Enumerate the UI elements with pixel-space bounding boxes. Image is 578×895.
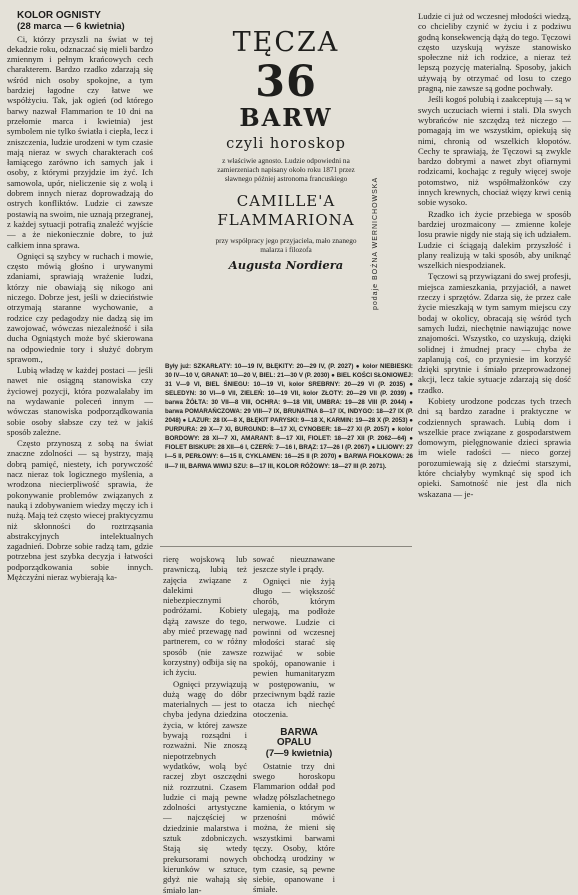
author-last-name: FLAMMARIONA	[217, 210, 355, 229]
paragraph: Ognięci są szybcy w ruchach i mowie, często mówią głośno i urywanymi zdaniami, sprawiają wrażenie ludzi, którzy nie obawiają się nikogo ani niczego. Dobrze jest, jeśli w dzieciństwie otrzymają staranne wychowanie, a rodzice czy pedagodzy nie dadzą się im zawojować, wówczas niezależność i siła ducha Ogniąstych może być skierowana na odpowiednie tory i służyć dobrym sprawom.,	[7, 250, 153, 364]
paragraph: Rzadko ich życie przebiega w sposób bardziej urozmaicony — zmienne koleje losu prawie nigdy nie stają się ich udziałem. Ludzie ci ściągają dalekim przyszłość i plany realizują w taki sposób, aby uniknąć wszelkich niespodzianek.	[418, 208, 571, 271]
intro-note: z właściwie agnosto. Ludzie odpowiedni na zamierzeniach napisany około roku 1871 przez sławnego później astronoma francuskiego	[217, 156, 355, 184]
paragraph: Często przynoszą z sobą na świat znaczne zdolności — są bystrzy, mają dobrą pamięć, niestety, ich porywczość nacz nieraz tok logicznego myślenia, a wrodzona niecierpliwość sprawia, że pokonywanie problemów związanych z nauką i zdobywaniem wiedzy męczy ich i nużą. Mają też często wiecej praktycyzmu niż skłonności do roztrząsania abstrakcyjnych intelektualnych zagadnień. Dobrze sobie radzą tam, gdzie potrzebna jest szybka decyzja i łatwości podporządkowania sobie innych. Mężczyźni nieraz wybierają ka-	[7, 438, 153, 583]
previous-colors-list: Były już: SZKARŁATY: 10—19 IV, BŁĘKITY: 20—29 IV, (P. 2027) ● kolor NIEBIESKI: 30 IV—10 V, GRANAT: 10—20 V, BIEL: 21—30 V (P. 2030) ● BIEL KOŚCI SŁONIOWEJ: 31 V—9 VI, BIEL ŚNIEGU: 10—19 VI, kolor SREBRNY: 20—29 VI (P. 2035) ● SELEDYN: 30 VI—9 VII, ZIELEŃ: 10—19 VII, kolor ZŁOTY: 20—29 VII (P. 2039) ● barwa ŻÓŁTA: 30 VII—8 VIII, OCHRA: 9—18 VIII, UMBRA: 19—28 VIII (P. 2044) ● barwa POMARAŃCZOWA: 29 VIII—7 IX, BRUNATNA 8—17 IX, INDYGO: 18—27 IX (P. 2048) ● LAZUR: 28 IX—8 X, BŁĘKIT PARYSKI: 9—18 X, KARMIN: 19—28 X (P. 2053) ● PURPURA: 29 X—7 XI, BURGUND: 8—17 XI, CYNOBER: 18—27 XI (P. 2057) ● kolor BORDOWY: 28 XI—7 XI, AMARANT: 8—17 XII, FIOLET: 18—27 XII (P. 2062—64) ● FIOLET BISKUPI: 28 XII—6 I, CZERŃ: 7—16 I, BRĄZ: 17—26 I (P. 2067) ● LILIOWY: 27 I—5 II, PERŁOWY: 6—15 II, CYKLAMEN: 16—25 II (P. 2070) ● BARWA FIOŁKOWA: 26 II—7 III, BARWA WIWIJ SZU: 8—17 III, KOLOR RÓŻOWY: 18—27 III (P. 2071).	[165, 363, 413, 470]
section-dates: (28 marca — 6 kwietnia)	[17, 21, 125, 33]
section-heading-kolor-ognisty: KOLOR OGNISTY	[17, 10, 101, 21]
paragraph: Ognięci przywiązują dużą wagę do dóbr materialnych — jest to chyba jedyna dziedzina życia, w której zawsze bywają rozsądni i rozważni. Nie znoszą niepotrzebnych wydatków, wolą być raczej zbyt oszczędni niż rozrzutni. Czasem ludzie ci mają pewne zdolności artystyczne — najczęściej w dziedzinie malarstwa i sztuk zdobniczych. Stają się wtedy prekursorami nowych kierunków w sztuce, gdyż nie wahają się śmiało lan-	[163, 678, 247, 895]
paragraph: Kobiety urodzone podczas tych trzech dni są bardzo zaradne i praktyczne w codziennych sprawach. Lubią dom i wszelkie prace związane z gospodarstwem domowym, pielęgnowanie dzieci sprawia im wiele radości — nieco gorzej porozumiewają się z dziećmi starszymi, które chciałyby wymknąć się spod ich opieki. Samotność nie jest dla nich wskazana — je-	[418, 395, 571, 499]
article-column-bottom-middle	[253, 554, 335, 895]
subtitle-horoskop: czyli horoskop	[226, 136, 346, 152]
paragraph: Ostatnie trzy dni swego horoskopu Flammarion oddał pod władzę półszlachetnego kamienia, o którym w przenośni mówić można, że mieni się wszystkimi barwami tęczy. Osoby, które obchodzą urodziny w tym czasie, są pewne siebie, opanowane i śmiałe.	[253, 760, 335, 895]
paragraph: Lubią władzę w każdej postaci — jeśli nawet nie osiągną stanowiska czy życiowej pozycji, która pozwalałaby im na wydawanie poleceń innym — wówczas stanowiska podporządkowania sobie osoby słabsze czy też w jakiś sposób zależne.	[7, 365, 153, 437]
article-column-right	[418, 11, 571, 793]
paragraph: Ludzie ci już od wczesnej młodości wiedzą, co chcieliby czynić w życiu i z podziwu godną konsekwencją dążą do tego. Tęczowi często uzyskują wyższe stanowisko społeczne niż ich rodzice, a nieraz też lepszą pozycję materialną. Sposoby, jakich używają by otrzymać od losu to czego pragną, nie zawsze są godne pochwały.	[418, 11, 571, 94]
title-tecza: TĘCZA	[232, 27, 340, 58]
paragraph: Ognięci nie żyją długo — większość chorób, którym ulegają, ma podłoże nerwowe. Ludzie ci powinni od wczesnej młodości starać się rozwijać w sobie spokój, opanowanie i pewien humanitaryzm w postępowaniu, w przeciwnym bądź razie otacza ich niechęć otoczenia.	[253, 575, 335, 720]
collaboration-note: przy współpracy jego przyjaciela, mało znanego malarza i filozofa	[215, 235, 357, 254]
paragraph: rierę wojskową lub prawniczą, lubią też zajęcia związane z dalekimi niebezpiecznymi podróżami. Kobiety dążą zawsze do tego, aby mieć przewagę nad partnerem, co w różny sposób (nie zawsze korzystny) odbija się na ich życiu.	[163, 554, 247, 678]
vertical-credit: podaje BOŻNA WERNICHOWSKA	[372, 176, 379, 310]
title-number: 36	[255, 57, 317, 107]
title-barw: BARW	[239, 103, 333, 132]
paragraph: Ci, którzy przyszli na świat w tej dekadzie roku, odznaczać się mieli bardzo zmiennym i pełnym krańcowych cech charakterem. Bardzo rzadko zdarzają się wśród nich osoby spokojne, a tym bardziej łagodne czy łatwe we współżyciu. Tak, jak ogień (od którego barwy nazwał Flammarion te 10 dni na przełomie marca i kwietnia) jest symbolem nie tylko światła i ciepła, lecz i zniszczenia, ludzie urodzeni w tym czasie mają nieraz w swych charakterach coś łamiącego zarówno ich samych jak i osoby, z którymi przyjdzie im żyć. Ich samowola, upór, nieliczenie się z wolą i dobrem innych nieraz doprowadzają do ostrych konfliktów. Ludzie ci zawsze postawią na swoim, nie uznają przegranej, z każdej sytuacji potrafią znaleźć wyjście — a że niekoniecznie dobre, to już całkiem inna sprawa.	[7, 33, 153, 250]
paragraph: Tęczowi są przywiązani do swej profesji, miejsca zamieszkania, przyjaciół, a nawet rzeczy i sprzętów. Zdarza się, że przez całe życie mieszkają w tym samym miejscu czy bodaj w okolicy, obracają się wśród tych samych ludzi, niechętnie nawiązując nowe znajomości. Wszystko, co uzyskują, dzięki solidnej i żmudnej pracy — chyba że zaplanują coś, co przyniesie im korzyść dzięki sprytnie i śmiało przeprowadzonej akcji, lecz takie sytuacje zdarzają się dość rzadko.	[418, 271, 571, 395]
collaborator-name: Augusta Nordiera	[228, 258, 344, 273]
article-column-bottom-right	[341, 554, 412, 794]
section-dates: (7—9 kwietnia)	[265, 748, 333, 760]
paragraph: sować nieuznawane jeszcze style i prądy.	[253, 554, 335, 575]
article-column-bottom-left	[163, 554, 247, 895]
article-column-left	[7, 11, 153, 793]
divider	[160, 546, 412, 547]
paragraph: Jeśli kogoś polubią i zaakceptują — są w swych uczuciach wierni i stali. Dla swych wybrańców nie szczędzą też niczego — pomagają im we wszystkim, opiekują się nimi, chronią od wszelkich kłopotów. Cechy te sprawiają, że Tęczowi są zwykle bardzo dobrymi a nawet zbyt ofiarnymi rodzicami, kochając z reguły więcej swoje potomstwo, niż współmałżonków czy innych krewnych, chociaż więzy krwi cenią sobie wysoko.	[418, 94, 571, 208]
section-heading-barwa-opalu: BARWA OPALU	[276, 726, 318, 749]
author-first-name: CAMILLE'A	[236, 191, 336, 210]
